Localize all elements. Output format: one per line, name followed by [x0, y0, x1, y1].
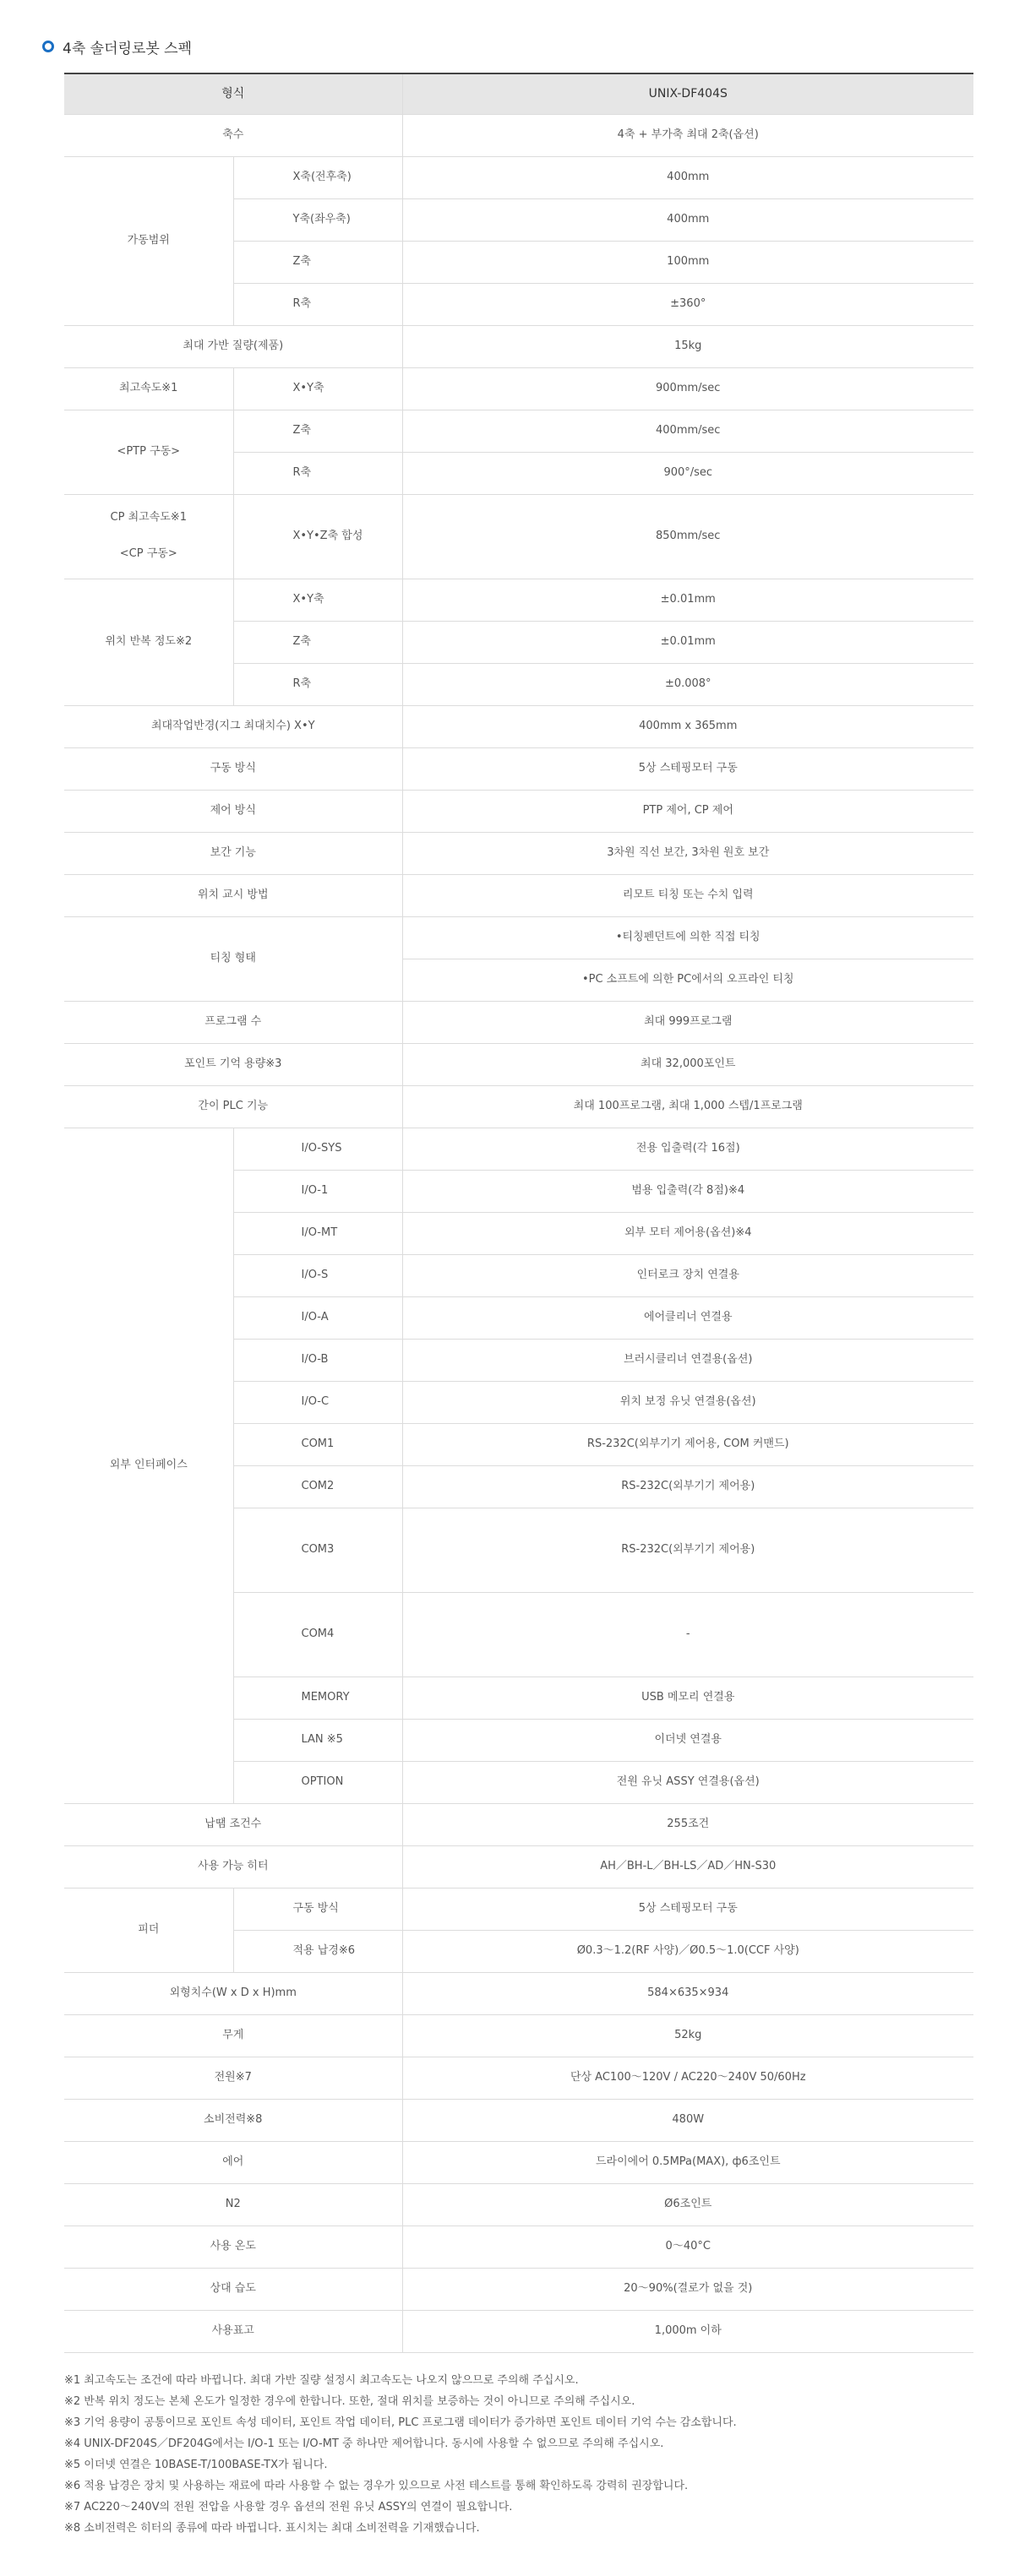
group-label	[64, 494, 233, 579]
table-row	[64, 2057, 973, 2099]
row-label: 최대작업반경(지그 최대치수) X•Y	[64, 705, 402, 747]
table-row	[64, 2141, 973, 2183]
sub-label: I/O-A	[233, 1296, 402, 1339]
footnotes	[64, 2370, 972, 2539]
group-label-line1: CP 최고속도※1	[110, 511, 187, 524]
row-value: 3차원 직선 보간, 3차원 원호 보간	[402, 832, 973, 874]
bullet-circle-icon	[42, 41, 54, 52]
group-label: <PTP 구동>	[64, 410, 233, 494]
group-label: 피더	[64, 1888, 233, 1972]
spec-table	[64, 73, 973, 2353]
row-label: 사용 가능 히터	[64, 1845, 402, 1888]
row-label: 전원※7	[64, 2057, 402, 2099]
row-label: 포인트 기억 용량※3	[64, 1043, 402, 1085]
row-value: 최대 100프로그램, 최대 1,000 스텝/1프로그램	[402, 1085, 973, 1128]
row-value: 1,000m 이하	[402, 2310, 973, 2352]
group-label: 외부 인터페이스	[64, 1128, 233, 1803]
row-label: 축수	[64, 114, 402, 156]
sub-label: X•Y축	[233, 579, 402, 621]
row-value: 900mm/sec	[402, 367, 973, 410]
row-label: 상대 습도	[64, 2268, 402, 2310]
sub-label: R축	[233, 283, 402, 325]
table-row	[64, 705, 973, 747]
table-row	[64, 156, 973, 198]
footnote: ※4 UNIX-DF204S／DF204G에서는 I/O-1 또는 I/O-MT 중 하나만 제어합니다. 동시에 사용할 수 없으므로 주의해 주십시오.	[64, 2437, 664, 2450]
row-value: 드라이에어 0.5MPa(MAX), ф6조인트	[402, 2141, 973, 2183]
row-value: 최대 32,000포인트	[402, 1043, 973, 1085]
row-value: 850mm/sec	[402, 494, 973, 579]
table-row	[64, 1128, 973, 1170]
section-title-text: 4축 솔더링로봇 스펙	[63, 40, 192, 57]
table-row	[64, 790, 973, 832]
row-value: 52kg	[402, 2014, 973, 2057]
row-value: 최대 999프로그램	[402, 1001, 973, 1043]
row-label: 보간 기능	[64, 832, 402, 874]
row-value: 100mm	[402, 241, 973, 283]
table-row	[64, 2099, 973, 2141]
table-row	[64, 579, 973, 621]
table-row	[64, 747, 973, 790]
row-value: 에어클리너 연결용	[402, 1296, 973, 1339]
row-value: AH／BH-L／BH-LS／AD／HN-S30	[402, 1845, 973, 1888]
sub-label: X•Y•Z축 합성	[233, 494, 402, 579]
footnote: ※7 AC220～240V의 전원 전압을 사용할 경우 옵션의 전원 유닛 ASSY의 연결이 필요합니다.	[64, 2500, 513, 2514]
table-row	[64, 2225, 973, 2268]
row-label: 에어	[64, 2141, 402, 2183]
row-value: ±360°	[402, 283, 973, 325]
table-row	[64, 1803, 973, 1845]
row-label: 사용표고	[64, 2310, 402, 2352]
row-label: 사용 온도	[64, 2225, 402, 2268]
row-value: Ø0.3～1.2(RF 사양)／Ø0.5～1.0(CCF 사양)	[402, 1930, 973, 1972]
group-label: 가동범위	[64, 156, 233, 325]
table-row	[64, 1888, 973, 1930]
table-row	[64, 494, 973, 579]
table-row	[64, 874, 973, 916]
row-label: 무게	[64, 2014, 402, 2057]
row-value: 400mm x 365mm	[402, 705, 973, 747]
row-value: 외부 모터 제어용(옵션)※4	[402, 1212, 973, 1254]
sub-label: Z축	[233, 241, 402, 283]
sub-label: COM4	[233, 1592, 402, 1677]
sub-label: Z축	[233, 621, 402, 663]
row-value: •티칭펜던트에 의한 직접 티칭	[402, 916, 973, 959]
row-value: Ø6조인트	[402, 2183, 973, 2225]
sub-label: X•Y축	[233, 367, 402, 410]
sub-label: 구동 방식	[233, 1888, 402, 1930]
sub-label: I/O-S	[233, 1254, 402, 1296]
row-value: RS-232C(외부기기 제어용, COM 커맨드)	[402, 1423, 973, 1465]
footnote: ※8 소비전력은 히터의 종류에 따라 바뀝니다. 표시치는 최대 소비전력을 기재했습니다.	[64, 2521, 480, 2535]
sub-label: X축(전후축)	[233, 156, 402, 198]
row-value: 400mm	[402, 156, 973, 198]
row-value: RS-232C(외부기기 제어용)	[402, 1465, 973, 1508]
row-label: 납땜 조건수	[64, 1803, 402, 1845]
row-value: 480W	[402, 2099, 973, 2141]
table-header-row	[64, 73, 973, 114]
row-label: 외형치수(W x D x H)mm	[64, 1972, 402, 2014]
footnote: ※5 이더넷 연결은 10BASE-T/100BASE-TX가 됩니다.	[64, 2458, 328, 2471]
row-label: 프로그램 수	[64, 1001, 402, 1043]
row-label: 소비전력※8	[64, 2099, 402, 2141]
group-label: 위치 반복 정도※2	[64, 579, 233, 705]
row-value: 위치 보정 유닛 연결용(옵션)	[402, 1381, 973, 1423]
row-value: 4축 + 부가축 최대 2축(옵션)	[402, 114, 973, 156]
row-value: 전원 유닛 ASSY 연결용(옵션)	[402, 1761, 973, 1803]
sub-label: MEMORY	[233, 1677, 402, 1719]
header-label: 형식	[64, 73, 402, 114]
table-row	[64, 832, 973, 874]
sub-label: 적용 납경※6	[233, 1930, 402, 1972]
sub-label: I/O-1	[233, 1170, 402, 1212]
group-label: 티칭 형태	[64, 916, 402, 1001]
row-value: 5상 스테핑모터 구동	[402, 1888, 973, 1930]
row-value: 400mm	[402, 198, 973, 241]
row-value: ±0.01mm	[402, 621, 973, 663]
row-value: ±0.01mm	[402, 579, 973, 621]
footnote: ※6 적용 납경은 장치 및 사용하는 재료에 따라 사용할 수 없는 경우가 있으므로 사전 테스트를 통해 확인하도록 강력히 권장합니다.	[64, 2479, 689, 2492]
sub-label: R축	[233, 663, 402, 705]
sub-label: OPTION	[233, 1761, 402, 1803]
table-row	[64, 2014, 973, 2057]
table-row	[64, 1001, 973, 1043]
table-row	[64, 410, 973, 452]
header-model: UNIX-DF404S	[402, 73, 973, 114]
sub-label: I/O-MT	[233, 1212, 402, 1254]
table-row	[64, 114, 973, 156]
group-label: 최고속도※1	[64, 367, 233, 410]
footnote: ※3 기억 용량이 공통이므로 포인트 속성 데이터, 포인트 작업 데이터, PLC 프로그램 데이터가 증가하면 포인트 데이터 기억 수는 감소합니다.	[64, 2416, 737, 2429]
table-row	[64, 325, 973, 367]
row-value: 900°/sec	[402, 452, 973, 494]
row-value: 전용 입출력(각 16점)	[402, 1128, 973, 1170]
footnote: ※1 최고속도는 조건에 따라 바뀝니다. 최대 가반 질량 설정시 최고속도는 나오지 않으므로 주의해 주십시오.	[64, 2373, 579, 2387]
row-value: 400mm/sec	[402, 410, 973, 452]
table-row	[64, 2310, 973, 2352]
table-row	[64, 1043, 973, 1085]
row-value: 15kg	[402, 325, 973, 367]
sub-label: R축	[233, 452, 402, 494]
table-row	[64, 2183, 973, 2225]
row-label: 최대 가반 질량(제품)	[64, 325, 402, 367]
section-title	[42, 34, 972, 59]
row-label: 제어 방식	[64, 790, 402, 832]
sub-label: Y축(좌우축)	[233, 198, 402, 241]
row-value: 0～40°C	[402, 2225, 973, 2268]
sub-label: I/O-B	[233, 1339, 402, 1381]
footnote: ※2 반복 위치 정도는 본체 온도가 일정한 경우에 한합니다. 또한, 절대 위치를 보증하는 것이 아니므로 주의해 주십시오.	[64, 2394, 635, 2408]
row-label: 간이 PLC 기능	[64, 1085, 402, 1128]
table-row	[64, 1972, 973, 2014]
row-label: N2	[64, 2183, 402, 2225]
table-row	[64, 1845, 973, 1888]
group-label-line2: <CP 구동>	[119, 547, 177, 560]
sub-label: I/O-SYS	[233, 1128, 402, 1170]
sub-label: COM2	[233, 1465, 402, 1508]
sub-label: Z축	[233, 410, 402, 452]
row-value: 5상 스테핑모터 구동	[402, 747, 973, 790]
row-value: 584×635×934	[402, 1972, 973, 2014]
row-value: 단상 AC100～120V / AC220～240V 50/60Hz	[402, 2057, 973, 2099]
table-row	[64, 916, 973, 959]
row-value: 범용 입출력(각 8점)※4	[402, 1170, 973, 1212]
table-row	[64, 1085, 973, 1128]
row-value: 이더넷 연결용	[402, 1719, 973, 1761]
row-value: •PC 소프트에 의한 PC에서의 오프라인 티칭	[402, 959, 973, 1001]
sub-label: LAN ※5	[233, 1719, 402, 1761]
table-row	[64, 2268, 973, 2310]
row-label: 위치 교시 방법	[64, 874, 402, 916]
row-label: 구동 방식	[64, 747, 402, 790]
row-value: 브러시클리너 연결용(옵션)	[402, 1339, 973, 1381]
row-value: -	[402, 1592, 973, 1677]
row-value: 20～90%(결로가 없을 것)	[402, 2268, 973, 2310]
sub-label: COM3	[233, 1508, 402, 1592]
row-value: PTP 제어, CP 제어	[402, 790, 973, 832]
row-value: ±0.008°	[402, 663, 973, 705]
row-value: 인터로크 장치 연결용	[402, 1254, 973, 1296]
table-row	[64, 367, 973, 410]
sub-label: COM1	[233, 1423, 402, 1465]
sub-label: I/O-C	[233, 1381, 402, 1423]
row-value: 255조건	[402, 1803, 973, 1845]
row-value: 리모트 티칭 또는 수치 입력	[402, 874, 973, 916]
row-value: USB 메모리 연결용	[402, 1677, 973, 1719]
row-value: RS-232C(외부기기 제어용)	[402, 1508, 973, 1592]
